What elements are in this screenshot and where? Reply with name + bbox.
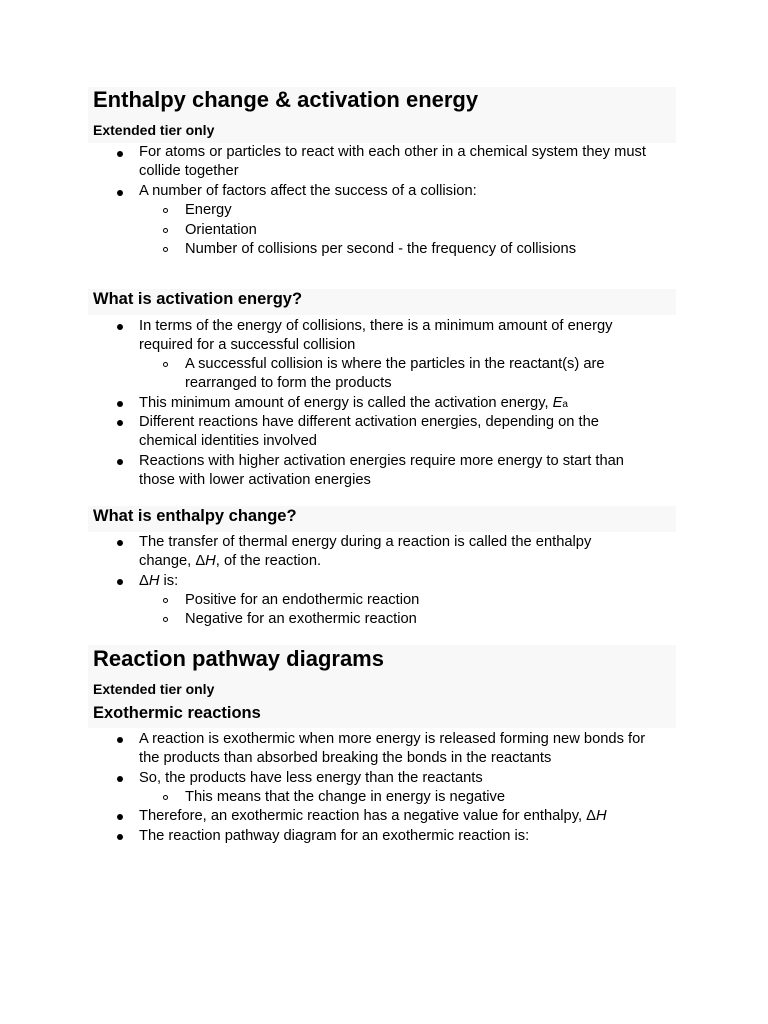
bullet-text: This minimum amount of energy is called the activation energy, Ea xyxy=(139,395,568,411)
sub-bullet xyxy=(163,247,168,252)
heading-activation-energy: What is activation energy? xyxy=(93,290,303,308)
bullet-text: those with lower activation energies xyxy=(139,472,371,488)
sub-bullet xyxy=(163,208,168,213)
bullet-text: In terms of the energy of collisions, there is a minimum amount of energy xyxy=(139,318,613,334)
bullet-text: Different reactions have different activation energies, depending on the xyxy=(139,414,599,430)
sub-bullet-text: A successful collision is where the particles in the reactant(s) are xyxy=(185,356,605,372)
sub-bullet xyxy=(163,362,168,367)
bullet-text: change, ΔH, of the reaction. xyxy=(139,553,322,569)
sub-bullet xyxy=(163,617,168,622)
bullet-text: ΔH is: xyxy=(139,573,179,589)
bullet xyxy=(117,579,123,585)
bullet xyxy=(117,737,123,743)
sub-bullet xyxy=(163,228,168,233)
bullet-text: required for a successful collision xyxy=(139,337,356,353)
bullet xyxy=(117,540,123,546)
bullet xyxy=(117,401,123,407)
sub-bullet-text: Orientation xyxy=(185,222,257,238)
sub-bullet-text: Positive for an endothermic reaction xyxy=(185,592,420,608)
bullet-text: chemical identities involved xyxy=(139,433,317,449)
bullet xyxy=(117,151,123,157)
bullet-text: Therefore, an exothermic reaction has a negative value for enthalpy, ΔH xyxy=(139,808,607,824)
heading-enthalpy-activation: Enthalpy change & activation energy xyxy=(93,87,479,112)
tier-label: Extended tier only xyxy=(93,122,215,138)
sub-bullet-text: rearranged to form the products xyxy=(185,375,392,391)
bullet-text: The transfer of thermal energy during a reaction is called the enthalpy xyxy=(139,534,592,550)
bullet-text: A reaction is exothermic when more energy is released forming new bonds for xyxy=(139,731,646,747)
bullet xyxy=(117,459,123,465)
bullet-text: A number of factors affect the success of a collision: xyxy=(139,183,477,199)
bullet xyxy=(117,834,123,840)
bullet xyxy=(117,776,123,782)
sub-bullet-text: Negative for an exothermic reaction xyxy=(185,611,417,627)
sub-bullet-text: Energy xyxy=(185,202,232,218)
heading-exothermic: Exothermic reactions xyxy=(93,704,261,722)
bullet-text: Reactions with higher activation energies require more energy to start than xyxy=(139,453,624,469)
bullet xyxy=(117,324,123,330)
bullet-text: the products than absorbed breaking the bonds in the reactants xyxy=(139,750,552,766)
heading-enthalpy-change: What is enthalpy change? xyxy=(93,507,297,525)
sub-bullet xyxy=(163,795,168,800)
bullet-text: The reaction pathway diagram for an exothermic reaction is: xyxy=(139,828,530,844)
sub-bullet xyxy=(163,598,168,603)
bullet-text: collide together xyxy=(139,163,239,179)
bullet xyxy=(117,420,123,426)
bullet xyxy=(117,814,123,820)
sub-bullet-text: This means that the change in energy is negative xyxy=(185,789,506,805)
bullet-text: For atoms or particles to react with each other in a chemical system they must xyxy=(139,144,646,160)
tier-label: Extended tier only xyxy=(93,681,215,697)
heading-reaction-pathway: Reaction pathway diagrams xyxy=(93,646,384,671)
bullet xyxy=(117,190,123,196)
bullet-text: So, the products have less energy than the reactants xyxy=(139,770,483,786)
sub-bullet-text: Number of collisions per second - the frequency of collisions xyxy=(185,241,577,257)
